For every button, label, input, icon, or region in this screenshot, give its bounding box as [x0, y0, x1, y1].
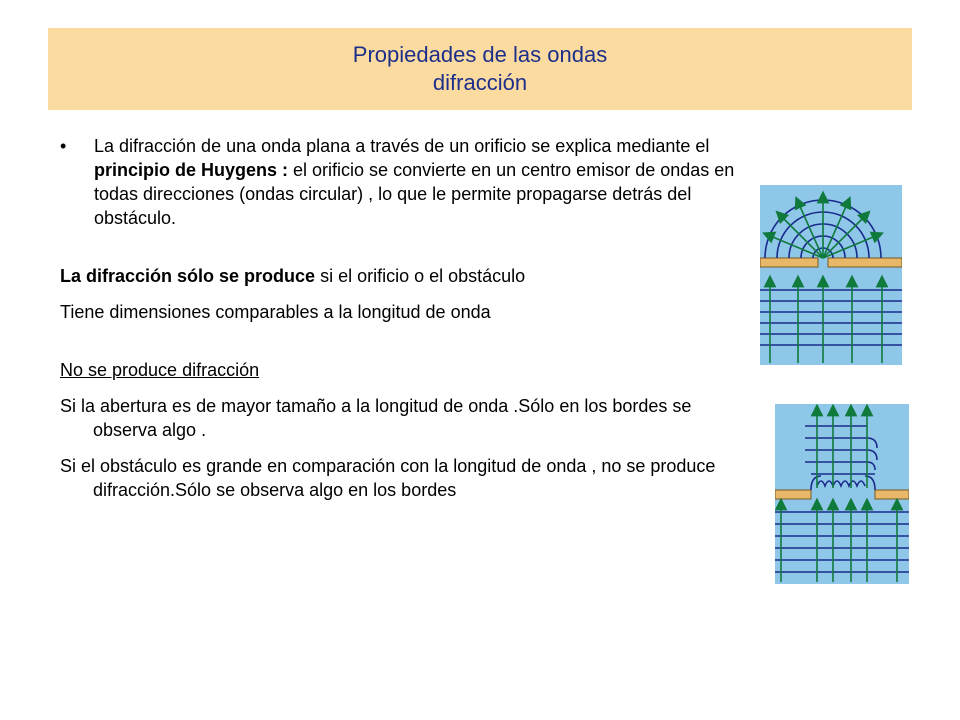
title-line-2: difracción	[432, 70, 528, 95]
condition-rest: si el orificio o el obstáculo	[315, 266, 526, 286]
condition-line-2: Tiene dimensiones comparables a la longitud de onda	[60, 302, 491, 322]
no-diffraction-item-1: Si la abertura es de mayor tamaño a la longitud de onda .Sólo en los bordes se observa algo .	[60, 396, 692, 440]
condition-bold: La difracción sólo se produce	[60, 266, 316, 286]
slide-title	[48, 28, 912, 110]
huygens-paragraph	[94, 134, 740, 230]
slide-body	[60, 134, 740, 502]
no-diffraction-heading: No se produce difracción	[60, 360, 260, 380]
diffraction-small-aperture-figure	[760, 185, 902, 365]
bullet-item	[60, 134, 740, 230]
huygens-text-2: el orificio se convierte en un centro emisor de ondas en todas direcciones (ondas circular) , lo que le permite propagarse detrás del obstáculo.	[94, 160, 735, 228]
condition-line-1	[60, 264, 740, 288]
huygens-principle-bold: principio de Huygens :	[94, 160, 289, 180]
diffraction-large-aperture-figure	[775, 404, 909, 584]
no-diffraction-item-2: Si el obstáculo es grande en comparación con la longitud de onda , no se produce difracción.Sólo se observa algo en los bordes	[60, 456, 716, 500]
bullet-marker: •	[60, 136, 67, 156]
title-line-1: Propiedades de las ondas	[352, 42, 608, 67]
huygens-text-1: La difracción de una onda plana a través de un orificio se explica mediante el	[94, 136, 710, 156]
